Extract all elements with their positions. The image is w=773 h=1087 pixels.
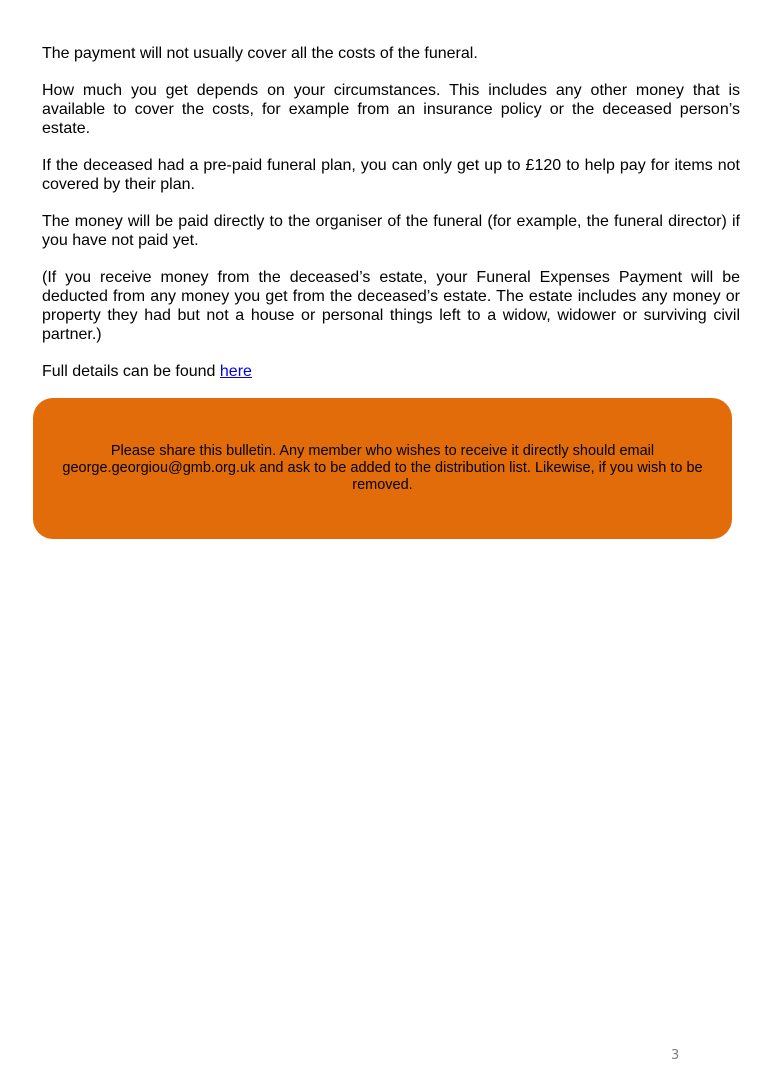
here-link[interactable]: here	[219, 363, 252, 380]
body-text	[42, 44, 740, 399]
share-bulletin-callout	[33, 398, 732, 539]
paragraph-estate-deduction: (If you receive money from the deceased’s estate, your Funeral Expenses Payment will be deducted from any money you get from the deceased’s estate. The estate includes any money or property they had but not a house or personal things left to a widow, widower or surviving civil partner.)	[42, 269, 740, 343]
full-details-prefix: Full details can be found	[42, 363, 220, 380]
page-number: 3	[671, 1048, 680, 1063]
paragraph-circumstances: How much you get depends on your circumstances. This includes any other money that is available to cover the costs, for example from an insurance policy or the deceased person’s estate.	[42, 82, 740, 137]
paragraph-payment-recipient: The money will be paid directly to the organiser of the funeral (for example, the funeral director) if you have not paid yet.	[42, 213, 740, 249]
paragraph-prepaid-plan: If the deceased had a pre-paid funeral plan, you can only get up to £120 to help pay for items not covered by their plan.	[42, 157, 740, 193]
share-bulletin-text: Please share this bulletin. Any member who wishes to receive it directly should email george.georgiou@gmb.org.uk and ask to be added to the distribution list. Likewise, if you wish to be removed.	[62, 443, 703, 493]
paragraph-full-details	[42, 362, 740, 381]
paragraph-cost-coverage: The payment will not usually cover all the costs of the funeral.	[42, 45, 478, 62]
